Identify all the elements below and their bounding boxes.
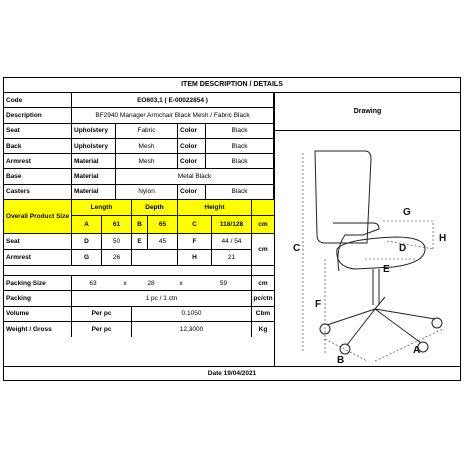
spec-sheet [3, 77, 461, 381]
seat-dims-label: Seat [4, 234, 72, 249]
size-unit: cm [252, 216, 274, 233]
c-label: C [178, 216, 212, 233]
h-value: 21 [212, 250, 252, 265]
armrest-dims-label: Armrest [4, 250, 72, 265]
chair-backrest [315, 151, 371, 243]
color-label: Color [178, 124, 206, 138]
spacer-row [4, 266, 274, 276]
dimension-d-line [387, 241, 433, 249]
d-label: D [72, 234, 102, 249]
material-part: Armrest [4, 154, 72, 168]
a-label: A [72, 216, 102, 233]
depth-header: Depth [132, 200, 178, 215]
armrest-dims-row [4, 250, 252, 265]
weight-row [4, 322, 274, 337]
letter-c: C [293, 243, 301, 254]
caster-icon [432, 318, 442, 328]
material-value: Metal Black [116, 169, 274, 183]
letter-d: D [399, 243, 407, 254]
drawing-label: Drawing [275, 93, 460, 131]
color-value: Black [206, 139, 274, 153]
packing-size-unit: cm [258, 279, 268, 287]
weight-value: 12,3000 [132, 322, 252, 337]
letter-g: G [403, 207, 411, 218]
material-type: Upholstery [72, 124, 116, 138]
material-row-back [4, 139, 274, 154]
volume-per: Per pc [72, 307, 132, 321]
volume-label: Volume [4, 307, 72, 321]
description-row [4, 108, 274, 123]
b-value: 65 [148, 216, 178, 233]
weight-per: Per pc [72, 322, 132, 337]
packing-size-row [4, 276, 274, 291]
chair-base [327, 297, 435, 345]
code-row [4, 93, 274, 108]
d-value: 50 [102, 234, 132, 249]
dimension-b-line [325, 339, 367, 361]
packing-row [4, 291, 274, 306]
material-row-seat [4, 124, 274, 139]
packing-unit: pc/ctn [253, 295, 273, 303]
letter-h: H [439, 233, 447, 244]
material-type: Material [72, 154, 116, 168]
color-label: Color [178, 185, 206, 199]
chair-drawing [275, 131, 459, 363]
material-type: Upholstery [72, 139, 116, 153]
material-row-casters [4, 185, 274, 200]
letter-f: F [315, 299, 322, 310]
material-part: Seat [4, 124, 72, 138]
material-value: Mesh [116, 154, 178, 168]
color-value: Black [206, 124, 274, 138]
a-value: 61 [102, 216, 132, 233]
description-label: Description [4, 108, 72, 122]
packing-label: Packing [4, 291, 72, 305]
volume-value: 0,1050 [132, 307, 252, 321]
letter-b: B [337, 355, 345, 363]
material-type: Material [72, 185, 116, 199]
seat-arm-unit: cm [258, 246, 268, 254]
packing-size-depth: 28 [147, 279, 155, 287]
description-value: BF2940 Manager Armchair Black Mesh / Fabric Black [72, 108, 274, 122]
weight-unit: Kg [258, 326, 268, 334]
b-label: B [132, 216, 148, 233]
packing-size-height: 59 [196, 276, 252, 290]
chair-seat [337, 237, 425, 269]
code-value: EO603,1 ( E-00022854 ) [72, 93, 274, 107]
height-header: Height [178, 200, 252, 215]
seat-armrest-block [4, 234, 274, 266]
packing-value: 1 pc / 1 ctn [72, 291, 252, 305]
letter-e: E [383, 264, 390, 275]
sheet-title: ITEM DESCRIPTION / DETAILS [4, 78, 460, 93]
material-type: Material [72, 169, 116, 183]
color-label: Color [178, 139, 206, 153]
e-label: E [132, 234, 148, 249]
size-label: Overall Product Size [4, 200, 72, 233]
h-label: H [178, 250, 212, 265]
packing-size-label: Packing Size [4, 276, 72, 290]
g-label: G [72, 250, 102, 265]
color-value: Black [206, 154, 274, 168]
color-value: Black [206, 185, 274, 199]
code-label: Code [4, 93, 72, 107]
material-part: Casters [4, 185, 72, 199]
weight-label: Weight / Gross [4, 322, 72, 337]
packing-size-x: x [123, 279, 127, 287]
drawing-panel [274, 93, 460, 366]
f-label: F [178, 234, 212, 249]
e-value: 45 [148, 234, 178, 249]
material-value: Mesh [116, 139, 178, 153]
f-value: 44 / 54 [212, 234, 252, 249]
spec-table [4, 93, 274, 337]
material-value: Fabric [116, 124, 178, 138]
material-row-base [4, 169, 274, 184]
volume-row [4, 307, 274, 322]
volume-unit: Cbm [255, 310, 271, 318]
material-row-armrest [4, 154, 274, 169]
c-value: 118/128 [212, 216, 252, 233]
caster-icon [340, 344, 350, 354]
packing-size-x: x [179, 279, 183, 287]
material-value: Nylon [116, 185, 178, 199]
material-part: Back [4, 139, 72, 153]
length-header: Length [72, 200, 132, 215]
packing-size-length: 63 [89, 279, 97, 287]
date-row: Date 19/04/2021 [4, 366, 460, 380]
seat-dims-row [4, 234, 252, 250]
size-block [4, 200, 274, 234]
material-part: Base [4, 169, 72, 183]
g-value: 26 [102, 250, 132, 265]
letter-a: A [413, 345, 421, 356]
chair-column [373, 269, 379, 305]
color-label: Color [178, 154, 206, 168]
